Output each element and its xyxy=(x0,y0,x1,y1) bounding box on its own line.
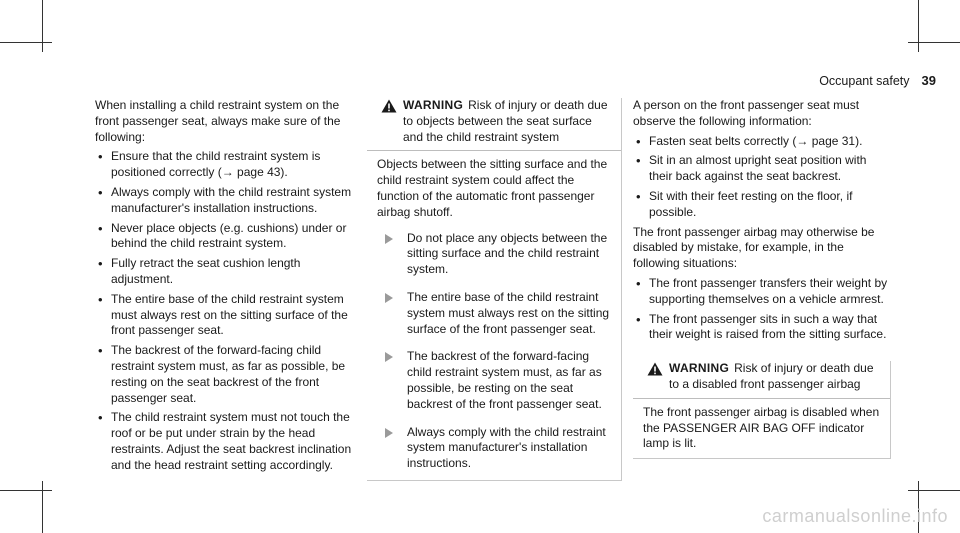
body-paragraph: The front passenger airbag may otherwise be disabled by mistake, for example, in the following situations: xyxy=(633,224,875,271)
list-item: • Always comply with the child restraint system manufacturer's installation instructions. xyxy=(95,185,357,217)
bullet-list xyxy=(633,134,891,221)
list-item: • Ensure that the child restraint system is positioned correctly (→ page 43). xyxy=(95,149,357,181)
warning-title: Risk of injury or death due to a disabled front passenger airbag xyxy=(669,361,874,391)
column-right xyxy=(633,98,891,459)
list-item: • Fasten seat belts correctly (→ page 31). xyxy=(633,134,891,150)
section-title: Occupant safety xyxy=(819,74,910,88)
warning-header xyxy=(367,98,621,150)
crop-mark xyxy=(0,42,52,43)
intro-paragraph: A person on the front passenger seat must observe the following information: xyxy=(633,98,860,128)
list-item: • Sit with their feet resting on the floor, if possible. xyxy=(633,189,891,221)
warning-box xyxy=(367,98,622,481)
warning-title-block xyxy=(403,98,615,145)
arrow-right-icon xyxy=(385,428,393,438)
warning-title: Risk of injury or death due to objects between the seat surface and the child restraint system xyxy=(403,98,608,144)
crop-mark xyxy=(908,490,960,491)
crop-mark xyxy=(42,481,43,533)
instruction-step xyxy=(377,349,611,412)
bullet-list xyxy=(95,149,357,473)
arrow-right-icon xyxy=(385,293,393,303)
list-item: • The backrest of the forward-facing child restraint system must, as far as possible, be resting on the seat backrest of the front passenger seat. xyxy=(95,343,357,406)
list-item: • Never place objects (e.g. cushions) under or behind the child restraint system. xyxy=(95,221,357,253)
step-text: The entire base of the child restraint system must always rest on the sitting surface of the front passenger seat. xyxy=(407,289,610,336)
crop-mark xyxy=(918,0,919,52)
list-item: • The entire base of the child restraint system must always rest on the sitting surface of the front passenger seat. xyxy=(95,292,357,339)
warning-box xyxy=(633,361,891,459)
warning-text: Objects between the sitting surface and the child restraint system could affect the function of the automatic front passenger airbag shutoff. xyxy=(377,157,608,219)
crop-mark xyxy=(0,490,52,491)
crop-mark xyxy=(42,0,43,52)
list-item: • Fully retract the seat cushion length adjustment. xyxy=(95,256,357,288)
arrow-right-icon xyxy=(385,352,393,362)
list-item: • The child restraint system must not touch the roof or be put under strain by the head restraints. Adjust the seat backrest inclination and the head restraint setting accordingly. xyxy=(95,410,357,473)
warning-body xyxy=(633,405,890,452)
warning-header xyxy=(633,361,890,398)
instruction-step xyxy=(377,425,611,472)
divider xyxy=(633,398,890,399)
instruction-step xyxy=(377,231,611,278)
step-text: Always comply with the child restraint system manufacturer's installation instructions. xyxy=(407,424,606,471)
warning-body xyxy=(367,157,621,472)
watermark: carmanualsonline.info xyxy=(762,506,948,526)
warning-triangle-icon xyxy=(647,362,663,376)
page-number: 39 xyxy=(921,73,936,88)
page-header xyxy=(819,73,936,88)
list-item: • The front passenger transfers their weight by supporting themselves on a vehicle armrest. xyxy=(633,276,891,308)
bullet-list xyxy=(633,276,891,343)
warning-label: WARNING xyxy=(403,98,464,112)
warning-triangle-icon xyxy=(381,99,397,113)
column-left xyxy=(95,98,357,478)
list-item: • The front passenger sits in such a way that their weight is raised from the sitting surface. xyxy=(633,312,891,344)
warning-label: WARNING xyxy=(669,361,730,376)
instruction-step xyxy=(377,290,611,337)
list-item: • Sit in an almost upright seat position with their back against the seat backrest. xyxy=(633,153,891,185)
step-text: Do not place any objects between the sitting surface and the child restraint system. xyxy=(407,230,608,277)
warning-title-block xyxy=(669,361,884,393)
intro-paragraph: When installing a child restraint system on the front passenger seat, always make sure of the following: xyxy=(95,98,341,144)
divider xyxy=(367,150,621,151)
step-text: The backrest of the forward-facing child restraint system must, as far as possible, be resting on the seat backrest of the front passenger seat. xyxy=(407,349,602,411)
arrow-right-icon xyxy=(385,234,393,244)
crop-mark xyxy=(908,42,960,43)
column-middle xyxy=(367,98,622,481)
warning-text: The front passenger airbag is disabled when the PASSENGER AIR BAG OFF indicator lamp is lit. xyxy=(643,404,880,451)
